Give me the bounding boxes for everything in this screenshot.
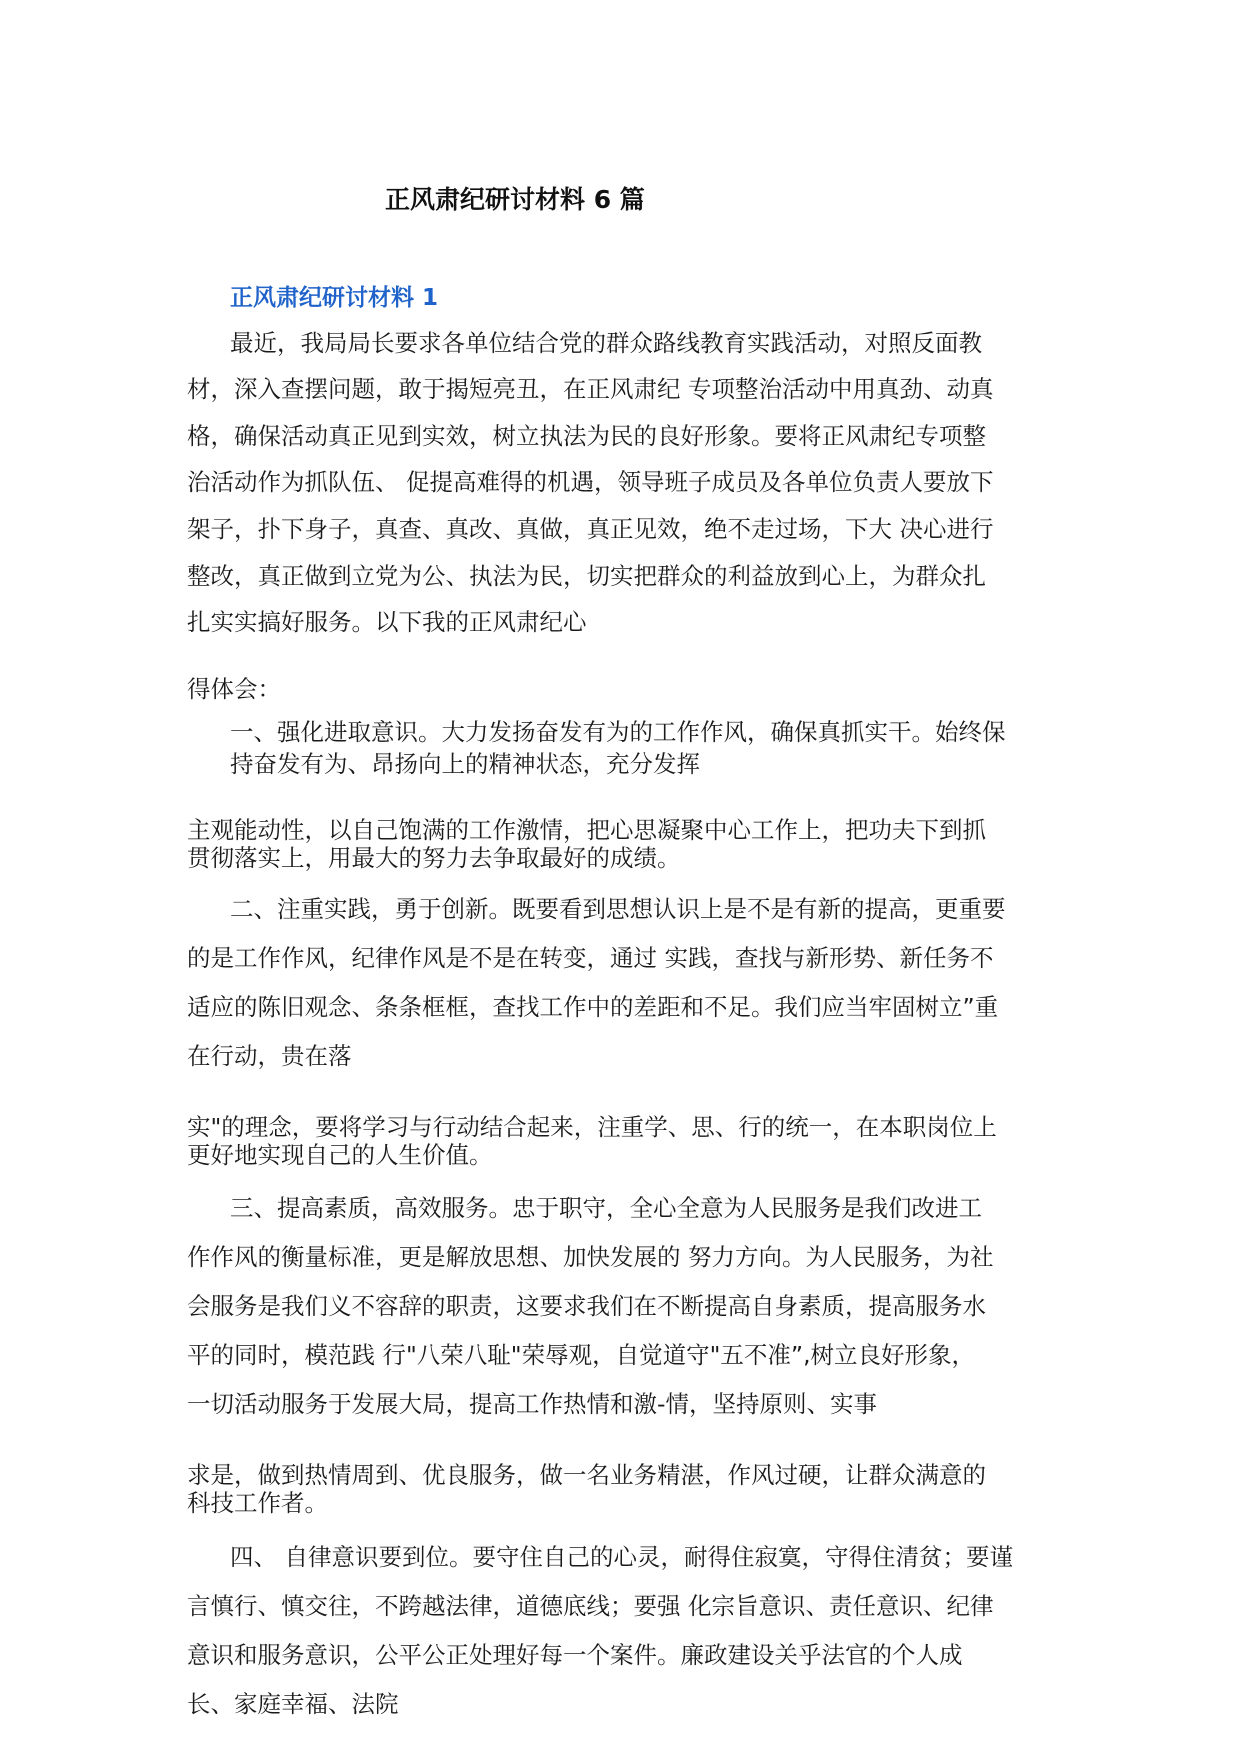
paragraph-line: 的是工作作风，纪律作风是不是在转变，通过 实践，查找与新形势、新任务不: [187, 944, 994, 972]
paragraph-line: 二、注重实践，勇于创新。既要看到思想认识上是不是有新的提高，更重要: [230, 895, 1006, 923]
paragraph-line: 在行动，贵在落: [187, 1042, 352, 1070]
paragraph-line: 治活动作为抓队伍、 促提高难得的机遇，领导班子成员及各单位负责人要放下: [187, 468, 994, 496]
document-title: 正风肃纪研讨材料 6 篇: [385, 185, 645, 214]
paragraph-line: 作作风的衡量标准，更是解放思想、加快发展的 努力方向。为人民服务，为社: [187, 1243, 994, 1271]
section-heading: 正风肃纪研讨材料 1: [230, 285, 439, 311]
paragraph-line: 三、提高素质，高效服务。忠于职守，全心全意为人民服务是我们改进工: [230, 1194, 982, 1222]
paragraph-line: 架子，扑下身子，真查、真改、真做，真正见效，绝不走过场，下大 决心进行: [187, 515, 994, 543]
paragraph-line: 更好地实现自己的人生价值。: [187, 1141, 493, 1169]
paragraph-line: 一切活动服务于发展大局，提高工作热情和激-情，坚持原则、实事: [187, 1390, 877, 1418]
paragraph-line: 意识和服务意识，公平公正处理好每一个案件。廉政建设关乎法官的个人成: [187, 1641, 963, 1669]
paragraph-line: 一、强化进取意识。大力发扬奋发有为的工作作风，确保真抓实干。始终保: [230, 718, 1006, 746]
paragraph-line: 扎实实搞好服务。以下我的正风肃纪心: [187, 608, 587, 636]
paragraph-line: 最近，我局局长要求各单位结合党的群众路线教育实践活动，对照反面教: [230, 329, 982, 357]
paragraph-line: 适应的陈旧观念、条条框框，查找工作中的差距和不足。我们应当牢固树立”重: [187, 993, 999, 1021]
paragraph-line: 实"的理念，要将学习与行动结合起来，注重学、思、行的统一，在本职岗位上: [187, 1113, 997, 1141]
paragraph-line: 主观能动性，以自己饱满的工作激情，把心思凝聚中心工作上，把功夫下到抓: [187, 816, 986, 844]
paragraph-line: 求是，做到热情周到、优良服务，做一名业务精湛，作风过硬，让群众满意的: [187, 1461, 986, 1489]
paragraph-line: 长、家庭幸福、法院: [187, 1690, 399, 1718]
paragraph-line: 四、 自律意识要到位。要守住自己的心灵，耐得住寂寞，守得住清贫；要谨: [230, 1543, 1013, 1571]
paragraph-line: 整改，真正做到立党为公、执法为民，切实把群众的利益放到心上，为群众扎: [187, 562, 986, 590]
paragraph-line: 格，确保活动真正见到实效，树立执法为民的良好形象。要将正风肃纪专项整: [187, 422, 986, 450]
paragraph-line: 材，深入查摆问题，敢于揭短亮丑，在正风肃纪 专项整治活动中用真劲、动真: [187, 375, 994, 403]
paragraph-line: 平的同时，模范践 行"八荣八耻"荣辱观，自觉道守"五不准”,树立良好形象，: [187, 1341, 976, 1369]
paragraph-line: 科技工作者。: [187, 1489, 328, 1517]
paragraph-line: 言慎行、慎交往，不跨越法律，道德底线；要强 化宗旨意识、责任意识、纪律: [187, 1592, 994, 1620]
paragraph-line: 会服务是我们义不容辞的职责，这要求我们在不断提高自身素质，提高服务水: [187, 1292, 986, 1320]
paragraph-line: 持奋发有为、昂扬向上的精神状态，充分发挥: [230, 750, 700, 778]
paragraph-line: 得体会：: [187, 675, 281, 703]
paragraph-line: 贯彻落实上，用最大的努力去争取最好的成绩。: [187, 844, 681, 872]
